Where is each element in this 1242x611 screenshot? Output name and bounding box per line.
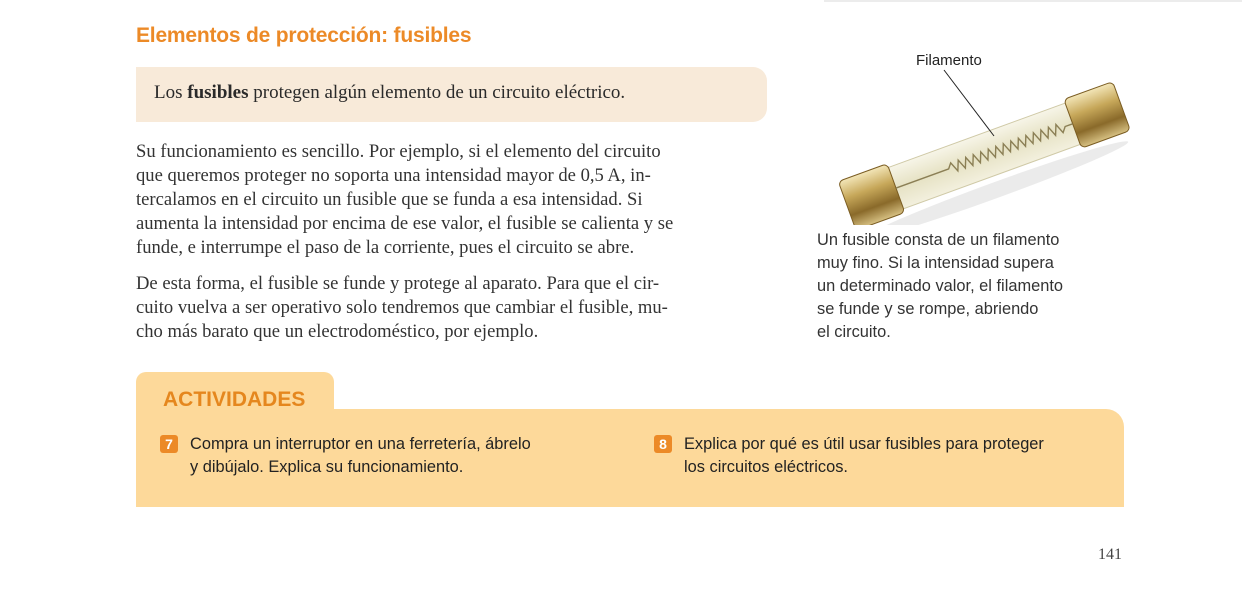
activity-text: Compra un interruptor en una ferretería, ábrelo y dibújalo. Explica su funcionamiento. [190, 435, 531, 476]
section-title: Elementos de protección: fusibles [136, 24, 472, 47]
activity-item-7 [160, 433, 590, 479]
body-paragraph-2: De esta forma, el fusible se funde y protege al aparato. Para que el cir- cuito vuelva a ser operativo solo tendremos que cambiar el fusible, mu- cho más barato que un electrodoméstico, por ejemplo. [136, 273, 668, 342]
fuse-illustration [826, 50, 1142, 225]
definition-text-start: Los [154, 82, 188, 103]
activity-item-8 [654, 433, 1094, 479]
page-number: 141 [1098, 546, 1122, 563]
filament-label-line [944, 70, 994, 136]
figure-caption: Un fusible consta de un filamento muy fino. Si la intensidad supera un determinado valor, el filamento se funde y se rompe, abriendo el circuito. [817, 231, 1064, 341]
activity-number-badge: 7 [160, 435, 178, 453]
definition-keyword: fusibles [187, 82, 249, 103]
definition-box [136, 67, 767, 122]
activity-number-badge: 8 [654, 435, 672, 453]
body-paragraph-1: Su funcionamiento es sencillo. Por ejemplo, si el elemento del circuito que queremos proteger no soporta una intensidad mayor de 0,5 A, in- tercalamos en el circuito un fusible que se funda a esa intensidad. Si aumenta la intensidad por encima de ese valor, el fusible se calienta y se funde, e interrumpe el paso de la corriente, pues el circuito se abre. [136, 141, 674, 258]
activities-title: ACTIVIDADES [163, 388, 306, 411]
top-divider [824, 0, 1242, 2]
filament-label: Filamento [916, 52, 982, 69]
definition-text-end: protegen algún elemento de un circuito eléctrico. [248, 82, 626, 103]
activity-text: Explica por qué es útil usar fusibles para proteger los circuitos eléctricos. [684, 435, 1044, 476]
